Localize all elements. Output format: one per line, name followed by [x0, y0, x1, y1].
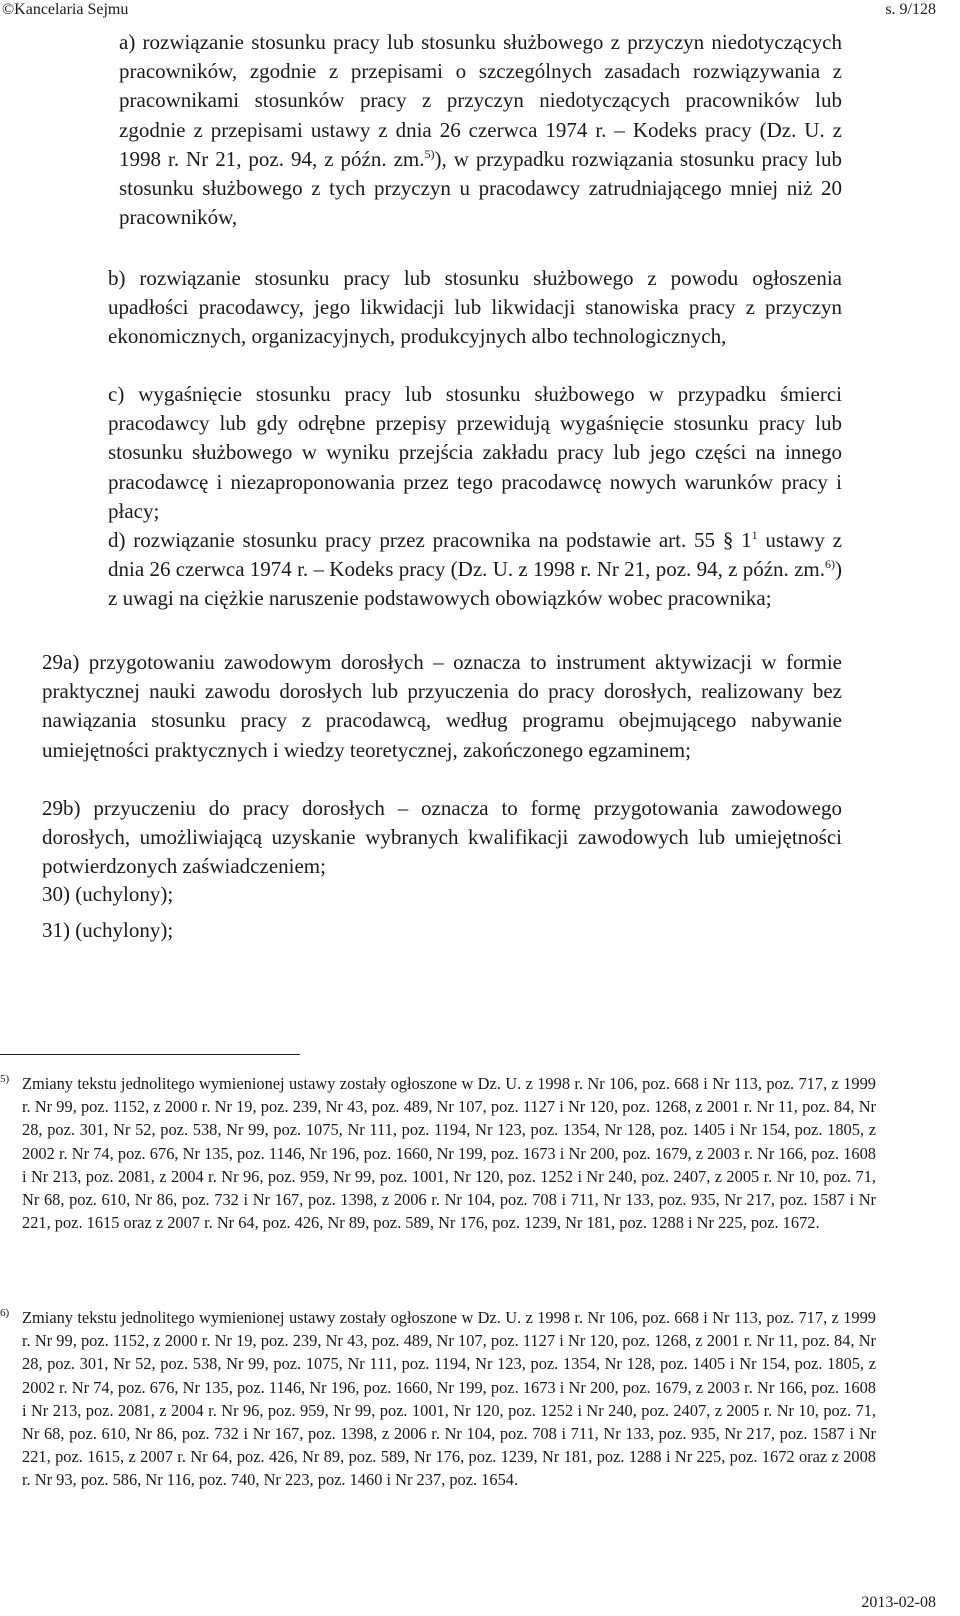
item-a: [119, 28, 842, 232]
item-a-text: a) rozwiązanie stosunku pracy lub stosunku służbowego z przyczyn niedotyczących pracowników, zgodnie z przepisami o szczególnych zasadach rozwiązywania z pracownikami stosunków pracy z przyczyn niedotyczących pracowników lub zgodnie z przepisami ustawy z dnia 26 czerwca 1974 r. – Kodeks pracy (Dz. U. z 1998 r. Nr 21, poz. 94, z późn. zm.: [119, 30, 842, 171]
point-29a: 29a) przygotowaniu zawodowym dorosłych – oznacza to instrument aktywizacji w formie praktycznej nauki zawodu dorosłych lub przyuczenia do pracy dorosłych, realizowany bez nawiązania stosunku pracy z pracodawcą, według programu obejmującego nabywanie umiejętności praktycznych i wiedzy teoretycznej, zakończonego egzaminem;: [42, 650, 842, 762]
footnote-separator: [0, 1054, 300, 1055]
footnote-6-text: Zmiany tekstu jednolitego wymienionej ustawy zostały ogłoszone w Dz. U. z 1998 r. Nr 106, poz. 668 i Nr 113, poz. 717, z 1999 r. Nr 99, poz. 1152, z 2000 r. Nr 19, poz. 239, Nr 43, poz. 489, Nr 107, poz. 1127 i Nr 120, poz. 1268, z 2001 r. Nr 11, poz. 84, Nr 28, poz. 301, Nr 52, poz. 538, Nr 99, poz. 1075, Nr 111, poz. 1194, Nr 123, poz. 1354, Nr 128, poz. 1405 i Nr 154, poz. 1805, z 2002 r. Nr 74, poz. 676, Nr 135, poz. 1146, Nr 196, poz. 1660, Nr 199, poz. 1673 i Nr 200, poz. 1679, z 2003 r. Nr 166, poz. 1608 i Nr 213, poz. 2081, z 2004 r. Nr 96, poz. 959, Nr 99, poz. 1001, Nr 120, poz. 1252 i Nr 240, poz. 2407, z 2005 r. Nr 10, poz. 71, Nr 68, poz. 610, Nr 86, poz. 732 i Nr 167, poz. 1398, z 2006 r. Nr 104, poz. 708 i 711, Nr 133, poz. 935, Nr 217, poz. 1587 i Nr 221, poz. 1615, z 2007 r. Nr 64, poz. 426, Nr 89, poz. 589, Nr 176, poz. 1239, Nr 181, poz. 1288 i Nr 225, poz. 1672 oraz z 2008 r. Nr 93, poz. 586, Nr 116, poz. 740, Nr 223, poz. 1460 i Nr 237, poz. 1654.: [22, 1308, 876, 1490]
item-c: c) wygaśnięcie stosunku pracy lub stosunku służbowego w przypadku śmierci pracodawcy lub gdy odrębne przepisy przewidują wygaśnięcie stosunku pracy lub stosunku służbowego w wyniku przejścia zakładu pracy lub jego części na innego pracodawcę i niezaproponowania przez tego pracodawcę nowych warunków pracy i płacy;: [108, 382, 842, 523]
footnote-ref-6[interactable]: 6): [825, 557, 835, 572]
footnote-5-mark: 5): [0, 1073, 10, 1085]
footnote-6: [0, 1306, 876, 1492]
footnote-5-text: Zmiany tekstu jednolitego wymienionej ustawy zostały ogłoszone w Dz. U. z 1998 r. Nr 106, poz. 668 i Nr 113, poz. 717, z 1999 r. Nr 99, poz. 1152, z 2000 r. Nr 19, poz. 239, Nr 43, poz. 489, Nr 107, poz. 1127 i Nr 120, poz. 1268, z 2001 r. Nr 11, poz. 84, Nr 28, poz. 301, Nr 52, poz. 538, Nr 99, poz. 1075, Nr 111, poz. 1194, Nr 123, poz. 1354, Nr 128, poz. 1405 i Nr 154, poz. 1805, z 2002 r. Nr 74, poz. 676, Nr 135, poz. 1146, Nr 196, poz. 1660, Nr 199, poz. 1673 i Nr 200, poz. 1679, z 2003 r. Nr 166, poz. 1608 i Nr 213, poz. 2081, z 2004 r. Nr 96, poz. 959, Nr 99, poz. 1001, Nr 120, poz. 1252 i Nr 240, poz. 2407, z 2005 r. Nr 10, poz. 71, Nr 68, poz. 610, Nr 86, poz. 732 i Nr 167, poz. 1398, z 2006 r. Nr 104, poz. 708 i 711, Nr 133, poz. 935, Nr 217, poz. 1587 i Nr 221, poz. 1615 oraz z 2007 r. Nr 64, poz. 426, Nr 89, poz. 589, Nr 176, poz. 1239, Nr 181, poz. 1288 i Nr 225, poz. 1672.: [22, 1074, 876, 1233]
item-d-text: d) rozwiązanie stosunku pracy przez pracownika na podstawie art. 55 § 1: [108, 528, 752, 552]
point-30: 30) (uchylony);: [42, 882, 174, 906]
item-a-tail: ), w przypadku rozwiązania stosunku pracy lub stosunku służbowego z tych przyczyn u pracodawcy zatrudniającego mniej niż 20 pracowników,: [119, 146, 842, 230]
item-b: b) rozwiązanie stosunku pracy lub stosunku służbowego z powodu ogłoszenia upadłości pracodawcy, jego likwidacji lub likwidacji stanowiska pracy z przyczyn ekonomicznych, organizacyjnych, produkcyjnych albo technologicznych,: [108, 266, 842, 349]
page-header: [0, 0, 960, 22]
page-number: s. 9/128: [885, 1, 936, 18]
item-d: [108, 526, 842, 614]
point-31: 31) (uchylony);: [42, 918, 174, 942]
footnote-6-mark: 6): [0, 1307, 10, 1319]
paragraph-superscript: 1: [751, 528, 758, 542]
footnote-ref-5[interactable]: 5): [424, 146, 435, 161]
footnote-5: [0, 1072, 876, 1234]
item-d-tail: ) z uwagi na ciężkie naruszenie podstawowych obowiązków wobec pracownika;: [108, 557, 842, 611]
point-29b: 29b) przyuczeniu do pracy dorosłych – oznacza to formę przygotowania zawodowego dorosłych, umożliwiającą uzyskanie wybranych kwalifikacji zawodowych lub umiejętności potwierdzonych zaświadczeniem;: [42, 796, 842, 879]
item-d-mid: ustawy z dnia 26 czerwca 1974 r. – Kodeks pracy (Dz. U. z 1998 r. Nr 21, poz. 94, z późn. zm.: [108, 528, 842, 582]
copyright-label: ©Kancelaria Sejmu: [2, 1, 129, 18]
document-date: 2013-02-08: [861, 1594, 936, 1611]
